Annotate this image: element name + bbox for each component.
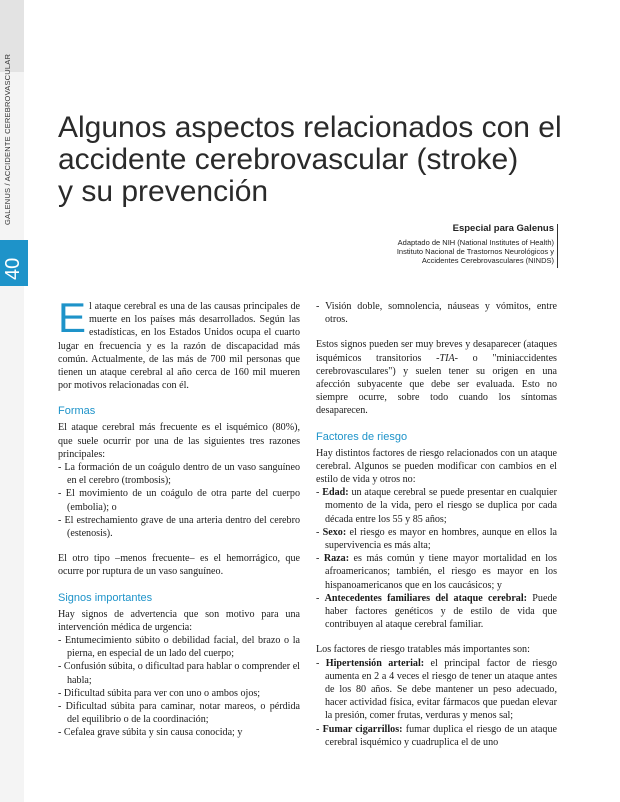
section-label-text: GALENUS / ACCIDENTE CEREBROVASCULAR: [3, 53, 12, 225]
signos-paragraph: Hay signos de advertencia que son motivo para una intervención médica de urgencia:: [58, 608, 300, 633]
factor-text: fumar duplica el riesgo de un ataque cerebral isquémico y cuadruplica el de uno: [325, 723, 557, 748]
list-item: - Sexo: el riesgo es mayor en hombres, aunque en ellos la supervivencia es más alta;: [316, 526, 558, 552]
title-line-3: y su prevención: [58, 175, 269, 208]
factores-paragraph: Hay distintos factores de riesgo relacionados con un ataque cerebral. Algunos se pueden modificar con cambios en el estilo de vida y otros no:: [316, 447, 557, 486]
intro-paragraph: [58, 294, 300, 392]
signos-list: [58, 634, 300, 740]
drop-cap: E: [58, 294, 87, 341]
list-item: - El estrechamiento grave de una arteria dentro del cerebro (estenosis).: [58, 514, 300, 540]
tia-paragraph: [316, 338, 557, 417]
byline-divider: [557, 224, 558, 268]
formas-list: [58, 461, 300, 540]
list-item: - Visión doble, somnolencia, náuseas y vómitos, entre otros.: [316, 301, 557, 326]
list-item: - Dificultad súbita para ver con uno o ambos ojos;: [58, 687, 261, 699]
byline: [397, 223, 554, 265]
list-item: - Confusión súbita, o dificultad para hablar o comprender el habla;: [58, 661, 300, 686]
heading-signos: Signos importantes: [58, 591, 153, 604]
title-line-2: accidente cerebrovascular (stroke): [58, 143, 519, 176]
list-item: - Entumecimiento súbito o debilidad facial, del brazo o la pierna, en especial de un lado del cuerpo;: [58, 635, 300, 660]
factor-text: Puede haber factores genéticos y de estilo de vida que contribuyen al ataque cerebral familiar.: [325, 592, 557, 631]
factor-term: Sexo:: [322, 526, 347, 538]
tia-abbreviation: TIA: [439, 352, 455, 364]
byline-affiliation-1: Adaptado de NIH (National Institutes of Health): [397, 238, 554, 247]
list-item: - El movimiento de un coágulo de otra parte del cuerpo (embolia); o: [58, 488, 300, 513]
formas-paragraph: El ataque cerebral más frecuente es el isquémico (80%), que suele ocurrir por una de las siguientes tres razones principales:: [58, 422, 300, 460]
intro-text: l ataque cerebral es una de las causas principales de muerte en los países más desarrollados. Según las estadísticas, en los Estados Unidos ocupa el cuarto lugar en frecuencia y es la razón de discapacidad más común. Actualmente, de las más de 700 mil personas que tienen un ataque cerebral al año cerca de 160 mil mueren por motivos relacionadas con él.: [58, 301, 300, 392]
factor-term: Raza:: [323, 553, 350, 565]
byline-affiliation-3: Accidentes Cerebrovasculares (NINDS): [421, 256, 554, 265]
factores-list: [316, 486, 557, 631]
signos-list-continued: [316, 300, 557, 326]
byline-author: Especial para Galenus: [452, 223, 554, 234]
list-item: - La formación de un coágulo dentro de un vaso sanguíneo en el cerebro (trombosis);: [58, 462, 300, 487]
factor-text: un ataque cerebral se puede presentar en cualquier momento de la vida, pero el riesgo se duplica por cada década entre los 55 y 85 años;: [325, 487, 557, 525]
factor-term: Fumar cigarrillos:: [322, 723, 403, 735]
list-item: - Dificultad súbita para caminar, notar mareos, o pérdida del equilibrio o de la coordinación;: [58, 701, 300, 726]
hemorragico-paragraph: El otro tipo –menos frecuente– es el hemorrágico, que ocurre por ruptura de un vaso sanguíneo.: [58, 553, 300, 578]
title-line-1: Algunos aspectos relacionados con el: [58, 111, 562, 144]
factor-term: Hipertensión arterial:: [325, 657, 425, 669]
list-item: - Hipertensión arterial: el principal factor de riesgo aumenta en 2 a 4 veces el riesgo de tener un ataque antes de los 80 años. Se debe mantener un peso adecuado, hacer actividad física, evitar fármacos que puedan elevar la presión, comer frutas, verduras y menos sal;: [316, 657, 557, 722]
tia-text-end: - o "miniaccidentes cerebrovasculares") y suelen tener su origen en una afección subyacente que debe ser evaluada. Esto no siempre ocurre, sobre todo cuando los síntomas desaparecen.: [316, 352, 557, 417]
page-number: 40: [2, 257, 24, 280]
tratables-paragraph: Los factores de riesgo tratables más importantes son:: [316, 644, 530, 656]
factor-text: es más común y tiene mayor mortalidad en los afroamericanos; también, el riesgo es mayor en los hispanoamericanos que en los caucásicos; y: [325, 553, 557, 591]
left-column: [58, 294, 300, 752]
list-item: - Raza: es más común y tiene mayor mortalidad en los afroamericanos; también, el riesgo es mayor en los hispanoamericanos que en los caucásicos; y: [316, 553, 557, 591]
list-item: - Fumar cigarrillos: fumar duplica el riesgo de un ataque cerebral isquémico y cuadruplica el de uno: [316, 723, 557, 748]
list-item: - Antecedentes familiares del ataque cerebral: Puede haber factores genéticos y de estilo de vida que contribuyen al ataque cerebral familiar.: [316, 592, 557, 631]
byline-affiliation-2: Instituto Nacional de Trastornos Neurológicos y: [396, 247, 554, 256]
right-column: [316, 300, 557, 761]
factor-term: Edad:: [322, 487, 349, 499]
heading-factores: Factores de riesgo: [316, 430, 408, 443]
tia-text-start: Estos signos pueden ser muy breves y desaparecer (ataques isquémicos transitorios -: [316, 339, 557, 364]
list-item: - Edad: un ataque cerebral se puede presentar en cualquier momento de la vida, pero el riesgo se duplica por cada década entre los 55 y 85 años;: [316, 487, 557, 525]
heading-formas: Formas: [58, 405, 96, 418]
factor-text: el principal factor de riesgo aumenta en 2 a 4 veces el riesgo de tener un ataque antes de los 80 años. Se debe mantener un peso adecuado, hacer actividad física, evitar fármacos que puedan elevar la presión, comer frutas, verduras y menos sal;: [325, 657, 557, 722]
page-number-box: [0, 240, 28, 286]
article-title: [58, 112, 598, 208]
factor-text: el riesgo es mayor en hombres, aunque en ellos la supervivencia es más alta;: [325, 526, 558, 552]
tratables-list: [316, 657, 557, 749]
list-item: - Cefalea grave súbita y sin causa conocida; y: [58, 727, 243, 739]
factor-term: Antecedentes familiares del ataque cerebral:: [324, 592, 528, 604]
